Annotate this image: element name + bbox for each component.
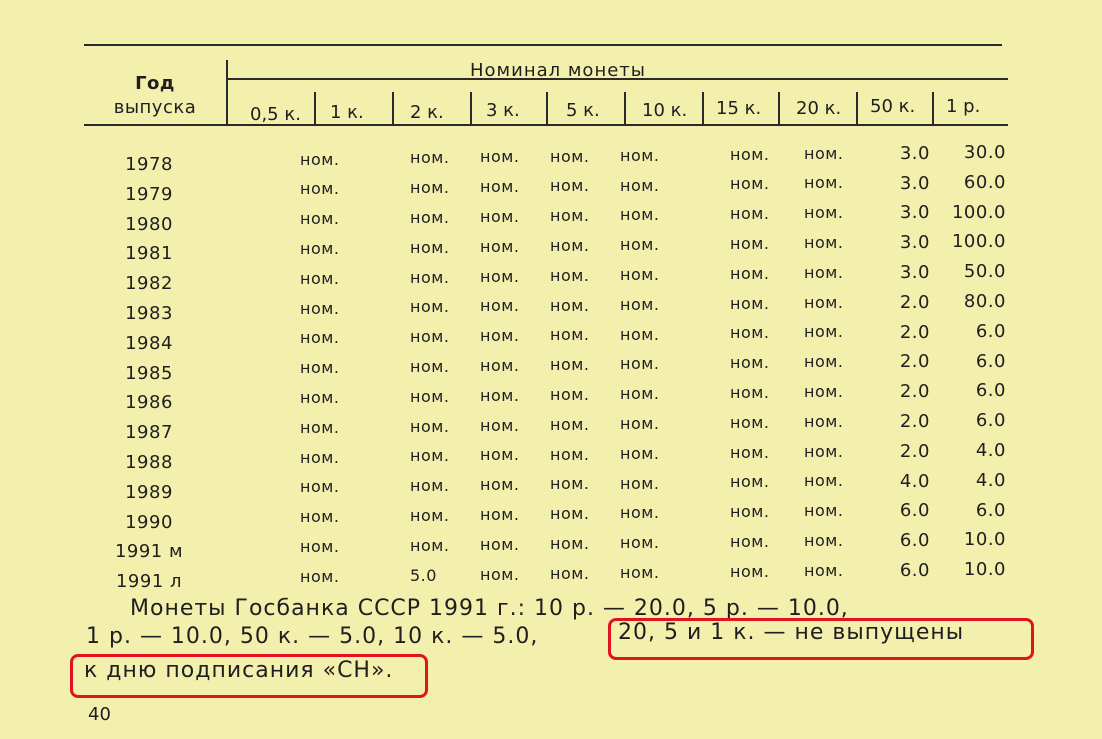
value-cell-50k: 3.0 (899, 142, 930, 164)
value-cell-5k: ном. (620, 235, 660, 255)
value-cell-5k: ном. (620, 354, 660, 374)
year-cell: 1982 (125, 273, 173, 295)
value-cell-0-5k: ном. (300, 298, 340, 318)
value-cell-5k: ном. (620, 443, 660, 463)
value-cell-50k: 2.0 (899, 321, 930, 343)
value-cell-50k: 3.0 (899, 232, 930, 254)
value-cell-5k: ном. (620, 145, 660, 165)
value-cell-15k: ном. (730, 382, 770, 402)
value-cell-1k: ном. (410, 267, 450, 287)
column-header: 20 к. (796, 98, 842, 119)
value-cell-2k: ном. (480, 534, 520, 554)
value-cell-5k: ном. (620, 473, 660, 493)
table-row (0, 201, 1102, 236)
value-cell-1r: 10.0 (963, 559, 1006, 581)
column-header: 2 к. (410, 102, 444, 123)
value-cell-0-5k: ном. (300, 179, 340, 199)
value-cell-1k: ном. (410, 356, 450, 376)
value-cell-20k: ном. (804, 292, 844, 312)
value-cell-15k: ном. (730, 174, 770, 194)
column-divider (778, 92, 780, 124)
value-cell-20k: ном. (804, 560, 844, 580)
value-cell-1k: ном. (410, 237, 450, 257)
value-cell-1k: ном. (410, 297, 450, 317)
page-number: 40 (88, 704, 111, 725)
value-cell-2k: ном. (480, 266, 520, 286)
footnote-line1: Монеты Госбанка СССР 1991 г.: 10 р. — 20.0, 5 р. — 10.0, (130, 596, 849, 621)
column-header: 15 к. (716, 98, 762, 119)
value-cell-2k: ном. (480, 296, 520, 316)
value-cell-0-5k: ном. (300, 537, 340, 557)
value-cell-3k: ном. (550, 474, 590, 494)
table-row (0, 171, 1102, 206)
value-cell-15k: ном. (730, 233, 770, 253)
value-cell-20k: ном. (804, 322, 844, 342)
value-cell-3k: ном. (550, 385, 590, 405)
value-cell-50k: 2.0 (899, 291, 930, 313)
value-cell-5k: ном. (620, 563, 660, 582)
year-cell: 1991 л (115, 571, 183, 593)
value-cell-1r: 6.0 (975, 350, 1006, 372)
value-cell-2k: ном. (480, 445, 520, 465)
value-cell-5k: ном. (620, 205, 660, 225)
column-divider (470, 92, 472, 124)
value-cell-1k: ном. (410, 535, 450, 555)
value-cell-3k: ном. (550, 265, 590, 285)
value-cell-3k: ном. (550, 236, 590, 256)
nominal-header: Номинал монеты (470, 60, 646, 81)
value-cell-15k: ном. (730, 561, 770, 581)
column-header: 0,5 к. (250, 104, 301, 125)
value-cell-2k: ном. (480, 475, 520, 495)
value-cell-1k: ном. (410, 476, 450, 496)
value-cell-3k: ном. (550, 206, 590, 226)
value-cell-20k: ном. (804, 143, 844, 163)
value-cell-1r: 30.0 (963, 142, 1006, 163)
value-cell-5k: ном. (620, 265, 660, 284)
value-cell-0-5k: ном. (300, 149, 340, 169)
table-row (0, 291, 1102, 325)
column-divider (932, 92, 934, 124)
value-cell-15k: ном. (730, 412, 770, 432)
column-header: 3 к. (486, 100, 520, 121)
value-cell-1k: ном. (410, 505, 450, 525)
value-cell-15k: ном. (730, 531, 770, 551)
value-cell-50k: 6.0 (899, 500, 930, 522)
year-cell: 1978 (125, 154, 173, 175)
value-cell-1k: ном. (410, 327, 450, 347)
column-divider (856, 92, 858, 124)
table-row (0, 559, 1102, 593)
table-row (0, 410, 1102, 444)
value-cell-1k: ном. (410, 386, 450, 406)
column-divider (546, 92, 548, 124)
year-column-header (100, 72, 210, 120)
value-cell-0-5k: ном. (300, 358, 340, 378)
value-cell-1r: 6.0 (975, 320, 1006, 342)
value-cell-1r: 6.0 (975, 499, 1006, 521)
value-cell-15k: ном. (730, 323, 770, 343)
table-row (0, 499, 1102, 534)
value-cell-5k: ном. (620, 503, 660, 523)
value-cell-1r: 4.0 (975, 469, 1006, 491)
value-cell-1k: ном. (410, 446, 450, 466)
value-cell-50k: 2.0 (899, 411, 930, 432)
column-divider (392, 92, 394, 124)
value-cell-2k: ном. (480, 177, 520, 197)
table-row (0, 469, 1102, 504)
value-cell-20k: ном. (804, 352, 844, 372)
table-row (0, 380, 1102, 414)
year-cell: 1990 (125, 511, 173, 533)
value-cell-15k: ном. (730, 144, 770, 164)
value-cell-2k: ном. (480, 147, 520, 167)
footnote-line3: к дню подписания «СН». (84, 658, 394, 683)
value-cell-2k: ном. (480, 356, 520, 376)
value-cell-0-5k: ном. (300, 328, 340, 348)
value-cell-1r: 100.0 (951, 201, 1006, 223)
value-cell-20k: ном. (804, 173, 844, 193)
value-cell-2k: ном. (480, 207, 520, 227)
year-cell: 1988 (125, 452, 173, 473)
value-cell-1r: 10.0 (963, 529, 1006, 551)
value-cell-3k: ном. (550, 504, 590, 524)
value-cell-0-5k: ном. (300, 239, 340, 259)
value-cell-20k: ном. (804, 531, 844, 550)
year-cell: 1980 (125, 213, 173, 235)
value-cell-2k: ном. (480, 236, 520, 256)
table-row (0, 142, 1102, 176)
value-cell-1k: ном. (410, 178, 450, 198)
value-cell-20k: ном. (804, 411, 844, 431)
table-row (0, 440, 1102, 474)
column-header: 1 р. (946, 96, 981, 117)
value-cell-15k: ном. (730, 442, 770, 462)
highlight-box (70, 654, 428, 698)
value-cell-1k: ном. (410, 148, 450, 168)
year-cell: 1986 (125, 392, 173, 414)
highlight-box (608, 618, 1034, 660)
value-cell-2k: ном. (480, 564, 520, 584)
year-cell: 1989 (125, 481, 173, 503)
year-cell: 1983 (125, 303, 173, 324)
table-row (0, 261, 1102, 295)
value-cell-20k: ном. (804, 471, 844, 491)
value-cell-3k: ном. (550, 414, 590, 434)
value-cell-1k: 5.0 (410, 565, 437, 585)
value-cell-50k: 6.0 (899, 560, 930, 581)
table-row (0, 529, 1102, 563)
value-cell-1r: 60.0 (963, 171, 1006, 193)
value-cell-20k: ном. (804, 233, 844, 252)
year-cell: 1979 (125, 183, 173, 205)
value-cell-50k: 2.0 (899, 440, 930, 462)
value-cell-15k: ном. (730, 502, 770, 522)
column-divider (702, 92, 704, 124)
value-cell-5k: ном. (620, 294, 660, 314)
value-cell-1r: 4.0 (975, 440, 1006, 461)
column-header: 1 к. (330, 102, 364, 123)
value-cell-20k: ном. (804, 262, 844, 282)
value-cell-0-5k: ном. (300, 477, 340, 497)
value-cell-1r: 100.0 (951, 231, 1006, 253)
column-header: 50 к. (870, 96, 916, 117)
value-cell-15k: ном. (730, 472, 770, 492)
value-cell-3k: ном. (550, 444, 590, 464)
value-cell-5k: ном. (620, 175, 660, 195)
value-cell-5k: ном. (620, 324, 660, 344)
year-cell: 1985 (125, 362, 173, 384)
value-cell-3k: ном. (550, 355, 590, 375)
value-cell-20k: ном. (804, 203, 844, 223)
table-row (0, 231, 1102, 265)
year-column-divider (226, 60, 228, 126)
column-header: 10 к. (642, 100, 688, 121)
value-cell-1r: 50.0 (963, 261, 1006, 283)
value-cell-2k: ном. (480, 326, 520, 346)
table-row (0, 320, 1102, 355)
footnote-line2-part2: 20, 5 и 1 к. — не выпущены (618, 620, 965, 645)
value-cell-50k: 3.0 (899, 262, 930, 283)
value-cell-50k: 2.0 (899, 351, 930, 373)
value-cell-3k: ном. (550, 295, 590, 315)
value-cell-20k: ном. (804, 441, 844, 461)
value-cell-50k: 3.0 (899, 172, 930, 194)
value-cell-50k: 6.0 (899, 530, 930, 552)
value-cell-2k: ном. (480, 505, 520, 525)
value-cell-3k: ном. (550, 325, 590, 345)
value-cell-5k: ном. (620, 384, 660, 404)
year-header-line2: выпуска (113, 97, 197, 118)
value-cell-20k: ном. (804, 382, 844, 401)
value-cell-50k: 3.0 (899, 202, 930, 224)
value-cell-1k: ном. (410, 207, 450, 227)
value-cell-15k: ном. (730, 353, 770, 373)
column-divider (314, 92, 316, 124)
value-cell-1r: 80.0 (963, 291, 1006, 312)
value-cell-3k: ном. (550, 563, 590, 583)
year-header-line1: Год (135, 73, 175, 94)
year-cell: 1981 (125, 243, 173, 265)
header-bottom-rule (84, 124, 1008, 126)
value-cell-0-5k: ном. (300, 388, 340, 408)
value-cell-3k: ном. (550, 146, 590, 166)
value-cell-2k: ном. (480, 415, 520, 435)
value-cell-0-5k: ном. (300, 417, 340, 437)
value-cell-0-5k: ном. (300, 268, 340, 288)
column-divider (624, 92, 626, 124)
value-cell-1k: ном. (410, 416, 450, 436)
value-cell-15k: ном. (730, 293, 770, 313)
value-cell-0-5k: ном. (300, 507, 340, 527)
footnote-line2-part1: 1 р. — 10.0, 50 к. — 5.0, 10 к. — 5.0, (86, 624, 539, 649)
value-cell-5k: ном. (620, 414, 660, 433)
value-cell-0-5k: ном. (300, 566, 340, 586)
value-cell-3k: ном. (550, 176, 590, 196)
value-cell-15k: ном. (730, 263, 770, 283)
year-cell: 1987 (125, 422, 173, 444)
table-top-rule (84, 44, 1002, 46)
value-cell-1r: 6.0 (975, 410, 1006, 432)
year-cell: 1984 (125, 332, 173, 354)
table-row (0, 350, 1102, 385)
value-cell-3k: ном. (550, 534, 590, 554)
value-cell-5k: ном. (620, 533, 660, 553)
year-cell: 1991 м (114, 541, 184, 563)
value-cell-20k: ном. (804, 501, 844, 521)
value-cell-1r: 6.0 (975, 380, 1006, 402)
value-cell-2k: ном. (480, 385, 520, 405)
column-header: 5 к. (566, 100, 600, 121)
value-cell-50k: 4.0 (899, 470, 930, 492)
value-cell-15k: ном. (730, 204, 770, 224)
value-cell-0-5k: ном. (300, 447, 340, 467)
value-cell-0-5k: ном. (300, 209, 340, 229)
value-cell-50k: 2.0 (899, 381, 930, 403)
